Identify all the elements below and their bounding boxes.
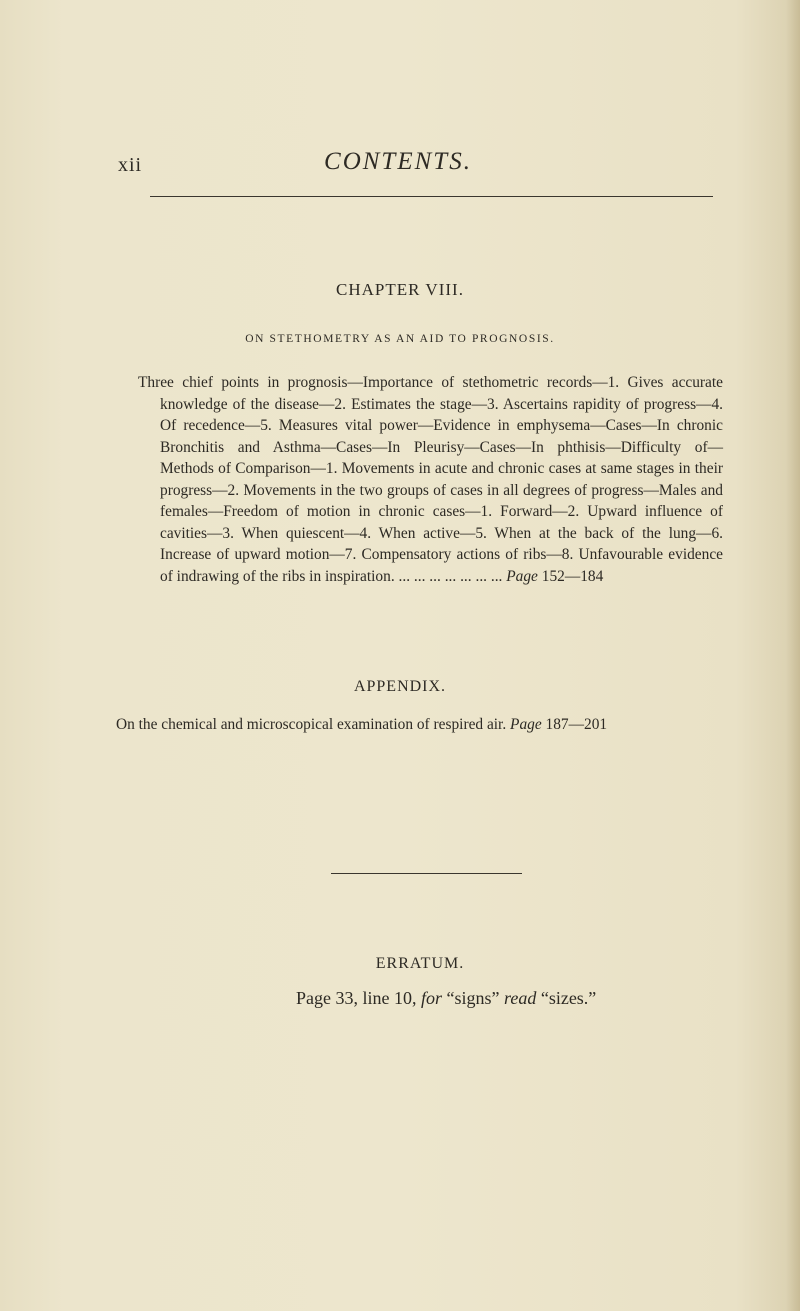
chapter-heading: CHAPTER VIII. xyxy=(336,280,464,299)
leader-dots: ... ... ... ... ... ... ... xyxy=(394,567,507,585)
appendix-heading: APPENDIX. xyxy=(353,678,447,695)
head-rule xyxy=(150,196,713,197)
erratum-for-label: for xyxy=(420,988,442,1008)
chapter-summary xyxy=(138,372,723,587)
appendix-text: On the chemical and microscopical examination of respired air. xyxy=(116,716,507,733)
chapter-page-label: Page xyxy=(506,567,538,585)
appendix-page-range: 187—201 xyxy=(545,716,608,733)
running-head xyxy=(118,148,678,182)
erratum-correct-word: “sizes.” xyxy=(540,988,597,1008)
page-edge-shadow xyxy=(786,0,800,1311)
erratum-wrong-word: “signs” xyxy=(446,988,500,1008)
erratum-entry xyxy=(296,988,596,1009)
appendix-page-label: Page xyxy=(510,716,542,733)
section-rule xyxy=(331,873,522,874)
chapter-summary-text: Three chief points in prognosis—Importance of stethometric records—1. Gives accurate knowledge of the disease—2. Estimates the stage—3. Ascertains rapidity of progress—4. Of recedence—5. Measures vital power—Evidence in emphysema—Cases—In chronic Bronchitis and Asthma—Cases—In Pleurisy—Cases—In phthisis—Difficulty of—Methods of Comparison—1. Movements in acute and chronic cases at same stages in their progress—2. Movements in the two groups of cases in all degrees of progress—Males and females—Freedom of motion in chronic cases—1. Forward—2. Upward influence of cavities—3. When quiescent—4. When active—5. When at the back of the lung—6. Increase of upward motion—7. Compensatory actions of ribs—8. Unfavourable evidence of indrawing of the ribs in inspiration. xyxy=(138,374,723,585)
chapter-subtitle: ON STETHOMETRY AS AN AID TO PROGNOSIS. xyxy=(245,333,555,345)
erratum-prefix: Page 33, line 10, xyxy=(296,988,417,1008)
folio: xii xyxy=(118,154,143,176)
chapter-page-range: 152—184 xyxy=(541,567,604,585)
chapter-page-ref xyxy=(506,568,603,585)
appendix-entry xyxy=(116,716,740,734)
running-title: CONTENTS. xyxy=(324,148,472,175)
erratum-heading: ERRATUM. xyxy=(375,955,465,972)
erratum-read-label: read xyxy=(504,988,537,1008)
